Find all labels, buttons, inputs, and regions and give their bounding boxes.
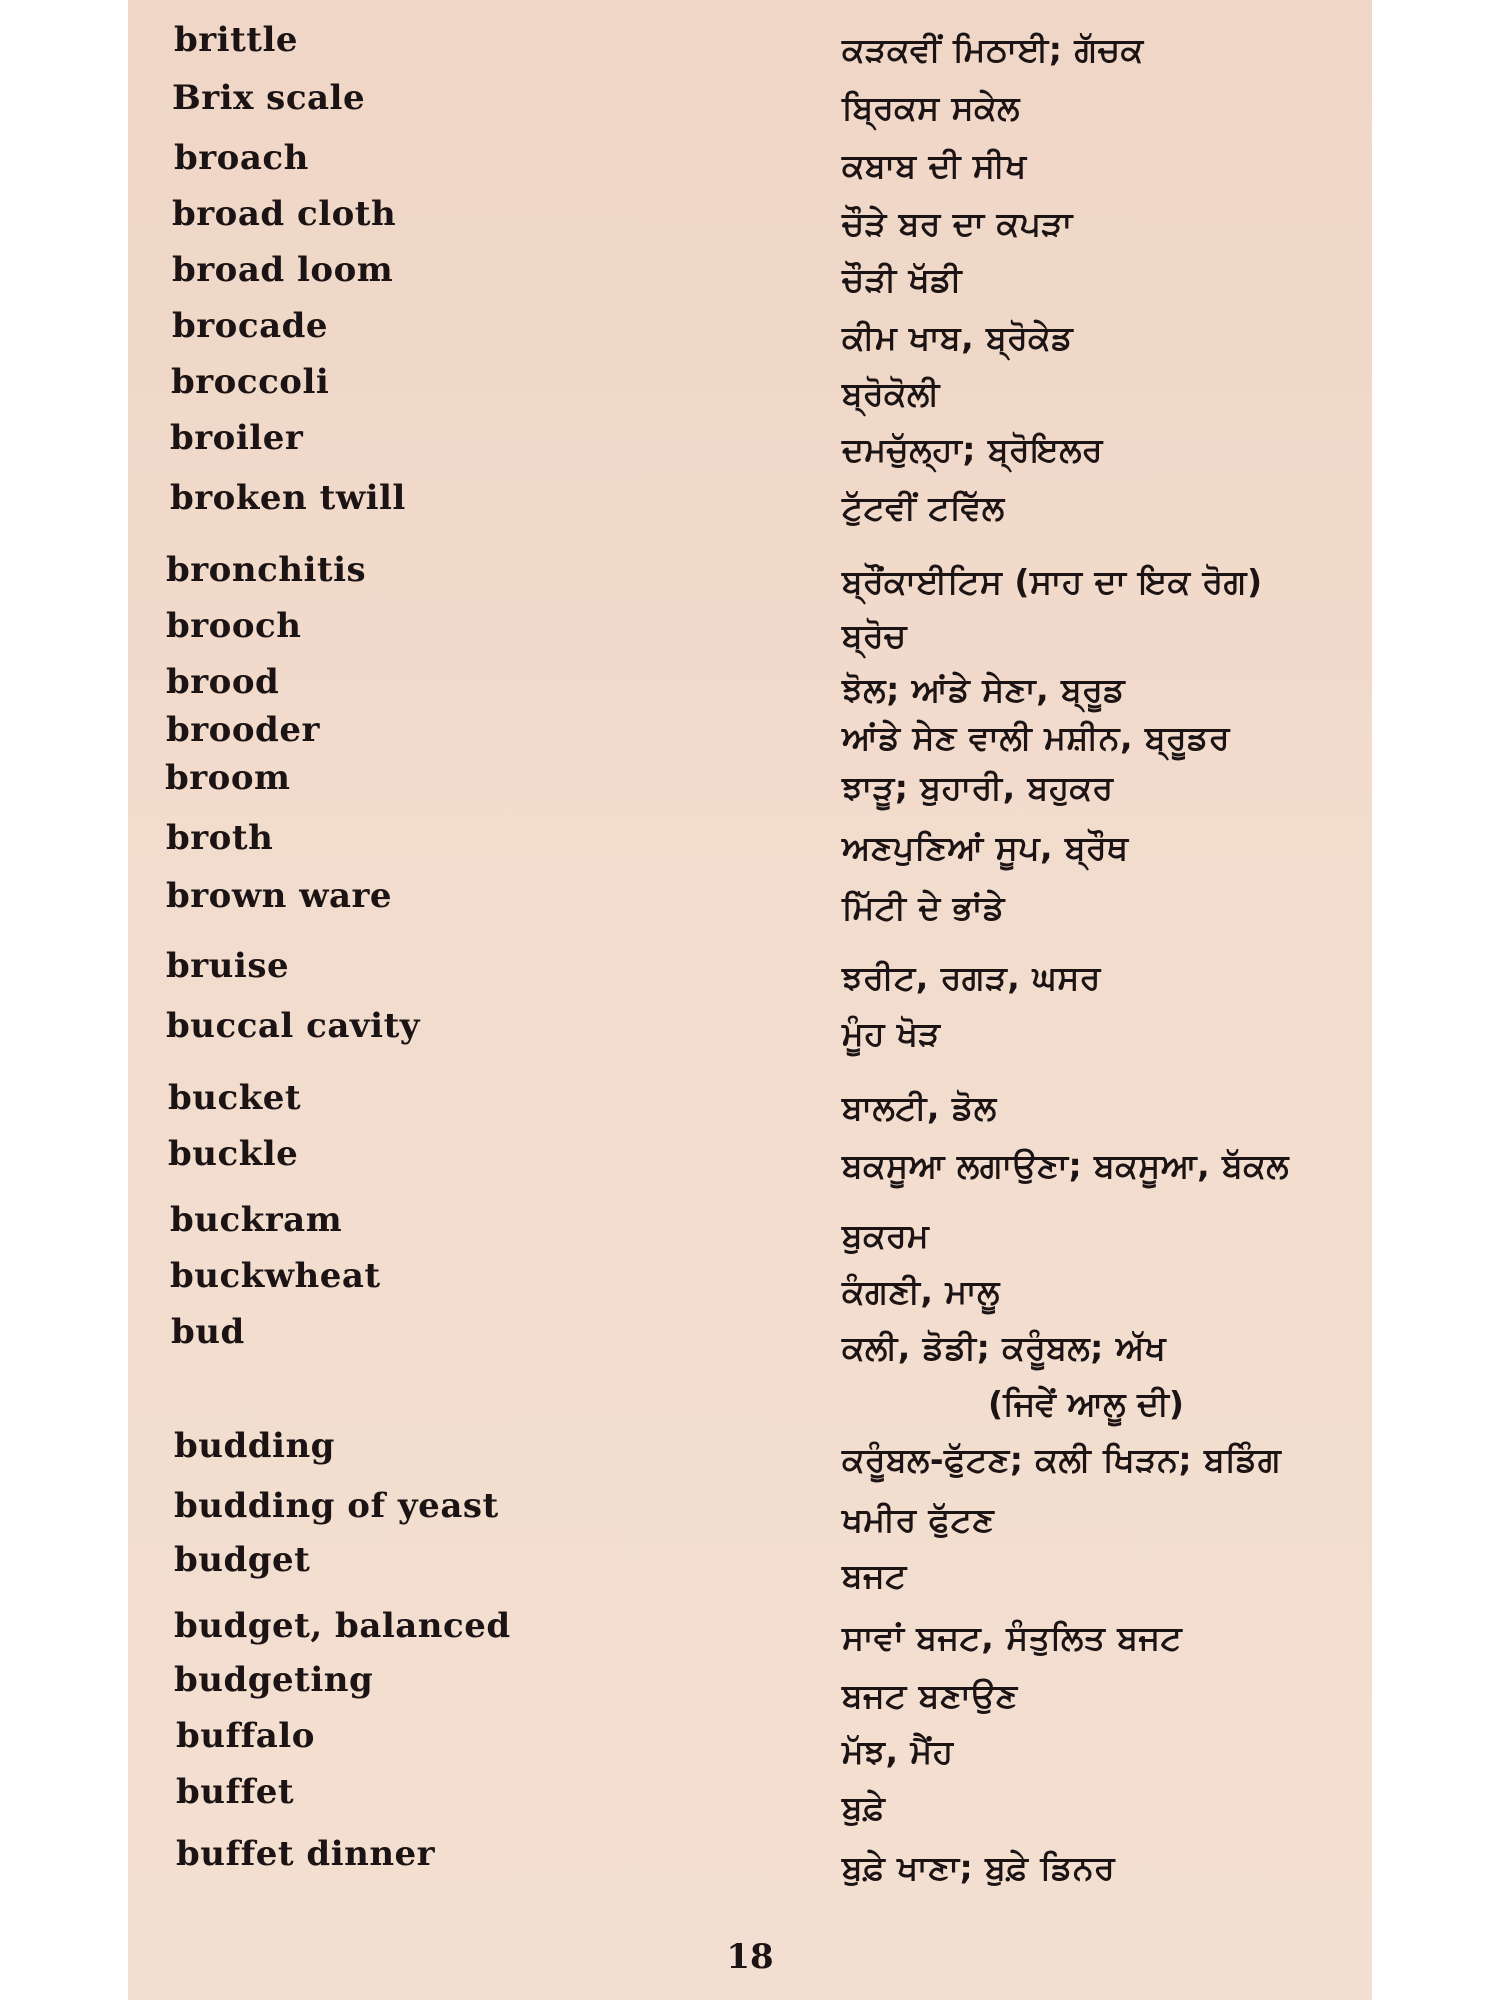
translation: ਬ੍ਰੌਂਕਾਈਟਿਸ (ਸਾਹ ਦਾ ਇਕ ਰੋਗ) [842, 562, 1263, 601]
headword: bucket [168, 1078, 302, 1118]
headword: brocade [172, 306, 329, 346]
headword: broiler [170, 418, 304, 458]
headword: brown ware [166, 876, 393, 916]
headword: broach [174, 138, 309, 178]
translation: ਬਜਟ ਬਣਾਉਣ [842, 1676, 1018, 1715]
translation: ਬਾਲਟੀ, ਡੋਲ [842, 1088, 997, 1127]
translation: ਬ੍ਰੋਚ [842, 616, 907, 655]
headword: buffalo [176, 1716, 315, 1756]
translation: ਬੁਫ਼ੇ [842, 1788, 886, 1827]
headword: buccal cavity [166, 1006, 421, 1046]
translation: ਚੌੜੇ ਬਰ ਦਾ ਕਪੜਾ [842, 204, 1073, 243]
headword: budgeting [174, 1660, 374, 1700]
translation: ਕਲੀ, ਡੋਡੀ; ਕਰੂੰਬਲ; ਅੱਖ [842, 1328, 1167, 1367]
headword: brittle [174, 20, 299, 60]
translation: ਅਣਪੁਣਿਆਂ ਸੂਪ, ਬ੍ਰੌਥ [842, 828, 1129, 867]
headword: budget [174, 1540, 311, 1580]
translation: ਕੰਗਣੀ, ਮਾਲੂ [842, 1272, 1000, 1311]
translation: ਟੁੱਟਵੀਂ ਟਵਿੱਲ [842, 488, 1005, 527]
page-number: 18 [726, 1937, 774, 1977]
translation: ਬ੍ਰਿਕਸ ਸਕੇਲ [842, 88, 1020, 127]
headword: bronchitis [166, 550, 367, 590]
headword: brooder [166, 710, 320, 750]
headword: broth [166, 818, 274, 858]
translation: ਖਮੀਰ ਫੁੱਟਣ [842, 1500, 995, 1539]
headword: broken twill [170, 478, 406, 518]
headword: bruise [166, 946, 290, 986]
translation: ਸਾਵਾਂ ਬਜਟ, ਸੰਤੁਲਿਤ ਬਜਟ [842, 1618, 1183, 1657]
translation: ਚੌੜੀ ਖੱਡੀ [842, 260, 963, 299]
headword: budding [174, 1426, 335, 1466]
translation: ਮੂੰਹ ਖੋੜ [842, 1014, 941, 1053]
translation: ਕੜਕਵੀਂ ਮਿਠਾਈ; ਗੱਚਕ [842, 30, 1144, 69]
translation: ਮਿੱਟੀ ਦੇ ਭਾਂਡੇ [842, 888, 1005, 927]
headword: brooch [166, 606, 302, 646]
translation: ਝੋਲ; ਆਂਡੇ ਸੇਣਾ, ਬ੍ਰੂਡ [842, 670, 1126, 709]
translation: ਝਾੜੂ; ਬੁਹਾਰੀ, ਬਹੁਕਰ [842, 768, 1114, 807]
translation: ਬੁਕਰਮ [842, 1216, 930, 1255]
translation: ਝਰੀਟ, ਰਗੜ, ਘਸਰ [842, 958, 1101, 997]
translation: ਕਰੂੰਬਲ-ਫੁੱਟਣ; ਕਲੀ ਖਿੜਨ; ਬਡਿੰਗ [842, 1440, 1282, 1479]
headword: budget, balanced [174, 1606, 511, 1646]
translation: ਮੱਝ, ਮੈਂਹ [842, 1732, 954, 1771]
headword: buffet dinner [176, 1834, 436, 1874]
headword: buckle [168, 1134, 299, 1174]
translation: ਆਂਡੇ ਸੇਣ ਵਾਲੀ ਮਸ਼ੀਨ, ਬ੍ਰੂਡਰ [842, 718, 1230, 757]
translation-continuation: (ਜਿਵੇਂ ਆਲੂ ਦੀ) [988, 1384, 1184, 1423]
headword: buckwheat [170, 1256, 381, 1296]
dictionary-page [128, 0, 1372, 2000]
translation: ਦਮਚੁੱਲ੍ਹਾ; ਬ੍ਰੋਇਲਰ [842, 430, 1103, 469]
headword: budding of yeast [174, 1486, 499, 1526]
translation: ਬਜਟ [842, 1556, 907, 1595]
headword: buffet [176, 1772, 295, 1812]
headword: Brix scale [172, 78, 366, 118]
translation: ਬੁਫ਼ੇ ਖਾਣਾ; ਬੁਫ਼ੇ ਡਿਨਰ [842, 1848, 1116, 1887]
headword: broom [165, 758, 291, 798]
headword: broad cloth [172, 194, 397, 234]
translation: ਕੀਮ ਖਾਬ, ਬ੍ਰੋਕੇਡ [842, 318, 1074, 357]
headword: bud [171, 1312, 245, 1352]
translation: ਬਕਸੂਆ ਲਗਾਉਣਾ; ਬਕਸੂਆ, ਬੱਕਲ [842, 1146, 1290, 1185]
translation: ਬ੍ਰੋਕੋਲੀ [842, 374, 940, 413]
headword: broad loom [172, 250, 394, 290]
translation: ਕਬਾਬ ਦੀ ਸੀਖ [842, 146, 1027, 185]
headword: broccoli [171, 362, 330, 402]
headword: buckram [170, 1200, 343, 1240]
headword: brood [166, 662, 280, 702]
